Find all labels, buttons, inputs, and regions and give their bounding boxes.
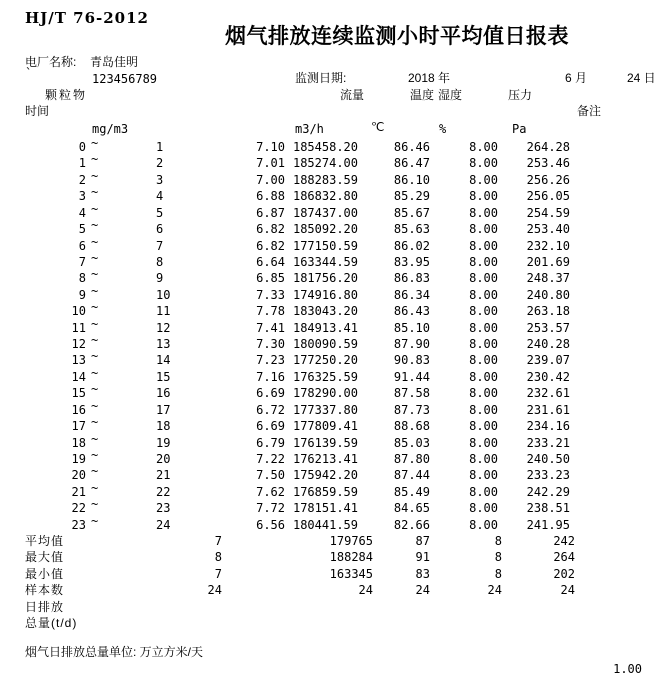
flow-cell: 184913.41 [292, 320, 358, 335]
tilde-mark: ~ [91, 415, 99, 430]
hour-start-cell: 23 [71, 517, 86, 532]
temperature-cell: 86.83 [393, 271, 430, 286]
pressure-cell: 239.07 [526, 353, 570, 368]
summary-flow-cell: 24 [358, 583, 373, 598]
summary-label: 总量(t/d) [25, 616, 78, 631]
tilde-mark: ~ [91, 513, 99, 528]
summary-pressure-cell: 242 [553, 534, 575, 548]
pressure-cell: 253.46 [526, 156, 570, 171]
unit-pressure: Pa [512, 122, 527, 136]
hour-end-cell: 23 [156, 501, 171, 516]
temperature-cell: 86.47 [393, 156, 430, 171]
table-row [0, 333, 668, 353]
particulate-cell: 6.88 [256, 189, 285, 204]
summary-pressure-cell: 202 [553, 566, 575, 581]
temperature-cell: 87.90 [393, 337, 430, 352]
col-temperature-label: 温度 [410, 88, 435, 102]
particulate-cell: 7.01 [256, 156, 285, 171]
hour-end-cell: 21 [156, 468, 171, 483]
hour-end-cell: 6 [156, 222, 164, 237]
tilde-mark: ~ [91, 382, 99, 397]
tilde-mark: ~ [91, 168, 99, 183]
temperature-cell: 86.43 [393, 304, 430, 319]
flow-cell: 174916.80 [292, 287, 358, 302]
humidity-cell: 8.00 [469, 238, 498, 253]
flow-cell: 178151.41 [292, 501, 358, 516]
hour-start-cell: 21 [71, 484, 86, 499]
pressure-cell: 256.26 [526, 172, 570, 187]
particulate-cell: 7.41 [256, 320, 285, 335]
tick-mark: ` [25, 66, 33, 80]
hour-end-cell: 17 [156, 402, 171, 417]
table-row [0, 497, 668, 517]
table-row [0, 480, 668, 501]
flow-cell: 177809.41 [292, 419, 358, 434]
flow-cell: 185274.00 [292, 156, 358, 171]
table-row [0, 250, 668, 271]
flow-cell: 186832.80 [292, 189, 358, 204]
hour-end-cell: 2 [156, 156, 164, 171]
summary-label: 最小值 [25, 566, 65, 581]
table-row [0, 398, 668, 419]
flow-cell: 177337.80 [292, 402, 358, 417]
unit-flow: m3/h [295, 122, 324, 136]
particulate-cell: 6.56 [256, 517, 285, 532]
summary-label: 平均值 [25, 534, 65, 548]
table-row [0, 201, 668, 222]
hour-start-cell: 10 [71, 304, 86, 319]
monitor-date-month: 6 月 [565, 71, 588, 85]
table-row [0, 513, 668, 534]
flow-cell: 177150.59 [292, 238, 358, 253]
hour-start-cell: 15 [71, 386, 86, 401]
hour-end-cell: 9 [156, 271, 164, 286]
col-particulate-label: 颗粒物 [45, 88, 88, 102]
humidity-cell: 8.00 [469, 402, 498, 417]
tilde-mark: ~ [91, 497, 99, 512]
tilde-mark: ~ [91, 431, 99, 446]
summary-humidity-cell: 24 [487, 583, 502, 598]
tilde-mark: ~ [91, 250, 99, 265]
tilde-mark: ~ [91, 316, 99, 331]
summary-row [0, 549, 668, 566]
pressure-cell: 232.61 [526, 386, 570, 401]
hour-end-cell: 10 [156, 287, 171, 302]
humidity-cell: 8.00 [469, 205, 498, 220]
humidity-cell: 8.00 [469, 156, 498, 171]
tilde-mark: ~ [91, 398, 99, 413]
hour-end-cell: 3 [156, 172, 164, 187]
humidity-cell: 8.00 [469, 386, 498, 401]
particulate-cell: 6.69 [256, 419, 285, 434]
tilde-mark: ~ [91, 480, 99, 495]
summary-particulate-cell: 7 [214, 534, 222, 548]
col-pressure-label: 压力 [508, 88, 533, 102]
pressure-cell: 238.51 [526, 501, 570, 516]
tilde-mark: ~ [91, 185, 99, 200]
summary-particulate-cell: 7 [214, 566, 222, 581]
temperature-cell: 86.34 [393, 287, 430, 302]
data-rows [0, 136, 668, 534]
table-row [0, 185, 668, 205]
flow-cell: 175942.20 [292, 468, 358, 483]
summary-flow-cell: 179765 [329, 534, 373, 548]
temperature-cell: 87.44 [393, 468, 430, 483]
hour-end-cell: 7 [156, 238, 164, 253]
table-row [0, 168, 668, 189]
page-number: 1.00 [613, 662, 642, 676]
humidity-cell: 8.00 [469, 484, 498, 499]
humidity-cell: 8.00 [469, 172, 498, 187]
hour-start-cell: 17 [71, 419, 86, 434]
hour-start-cell: 19 [71, 451, 86, 466]
summary-row [0, 582, 668, 599]
humidity-cell: 8.00 [469, 501, 498, 516]
particulate-cell: 6.72 [256, 402, 285, 417]
table-row [0, 267, 668, 287]
summary-humidity-cell: 8 [494, 550, 502, 565]
humidity-cell: 8.00 [469, 320, 498, 335]
tilde-mark: ~ [91, 333, 99, 348]
temperature-cell: 85.29 [393, 189, 430, 204]
table-row [0, 316, 668, 337]
hour-start-cell: 11 [71, 320, 86, 335]
col-humidity-label: 湿度 [438, 88, 463, 102]
hour-end-cell: 15 [156, 369, 171, 384]
pressure-cell: 263.18 [526, 304, 570, 319]
temperature-cell: 87.80 [393, 451, 430, 466]
hour-start-cell: 4 [78, 205, 86, 220]
tilde-mark: ~ [91, 447, 99, 462]
pressure-cell: 253.57 [526, 320, 570, 335]
particulate-cell: 6.79 [256, 435, 285, 450]
summary-row [0, 599, 668, 616]
particulate-cell: 6.82 [256, 238, 285, 253]
summary-pressure-cell: 264 [553, 550, 575, 565]
hour-end-cell: 16 [156, 386, 171, 401]
flow-cell: 181756.20 [292, 271, 358, 286]
temperature-cell: 86.46 [393, 140, 430, 154]
flow-cell: 178290.00 [292, 386, 358, 401]
pressure-cell: 201.69 [526, 254, 570, 269]
hour-start-cell: 14 [71, 369, 86, 384]
particulate-cell: 7.16 [256, 369, 285, 384]
tilde-mark: ~ [91, 349, 99, 364]
temperature-cell: 85.03 [393, 435, 430, 450]
pressure-cell: 256.05 [526, 189, 570, 204]
tilde-mark: ~ [91, 201, 99, 216]
summary-temperature-cell: 91 [415, 550, 430, 565]
particulate-cell: 7.78 [256, 304, 285, 319]
pressure-cell: 232.10 [526, 238, 570, 253]
col-remark-label: 备注 [577, 104, 602, 118]
humidity-cell: 8.00 [469, 222, 498, 237]
table-row [0, 464, 668, 484]
plant-name-label: 电厂名称: [25, 55, 77, 69]
pressure-cell: 240.50 [526, 451, 570, 466]
pressure-cell: 240.80 [526, 287, 570, 302]
table-row [0, 415, 668, 435]
summary-flow-cell: 188284 [329, 550, 373, 565]
temperature-cell: 90.83 [393, 353, 430, 368]
summary-label: 最大值 [25, 550, 65, 565]
hour-end-cell: 18 [156, 419, 171, 434]
summary-temperature-cell: 24 [415, 583, 430, 598]
hour-start-cell: 12 [71, 337, 86, 352]
humidity-cell: 8.00 [469, 304, 498, 319]
hour-end-cell: 12 [156, 320, 171, 335]
humidity-cell: 8.00 [469, 419, 498, 434]
unit-humidity: % [439, 122, 447, 136]
temperature-cell: 85.49 [393, 484, 430, 499]
hour-start-cell: 13 [71, 353, 86, 368]
humidity-cell: 8.00 [469, 369, 498, 384]
hour-start-cell: 2 [78, 172, 86, 187]
pressure-cell: 234.16 [526, 419, 570, 434]
pressure-cell: 242.29 [526, 484, 570, 499]
hour-start-cell: 7 [78, 254, 86, 269]
particulate-cell: 7.00 [256, 172, 285, 187]
flow-cell: 180090.59 [292, 337, 358, 352]
summary-particulate-cell: 8 [214, 550, 222, 565]
particulate-cell: 7.62 [256, 484, 285, 499]
hour-start-cell: 20 [71, 468, 86, 483]
flow-cell: 185092.20 [292, 222, 358, 237]
flow-cell: 176213.41 [292, 451, 358, 466]
humidity-cell: 8.00 [469, 468, 498, 483]
humidity-cell: 8.00 [469, 435, 498, 450]
particulate-cell: 6.69 [256, 386, 285, 401]
hour-end-cell: 4 [156, 189, 164, 204]
flow-cell: 176139.59 [292, 435, 358, 450]
doc-code: HJ/T 76-2012 [25, 9, 149, 27]
footer-note: 烟气日排放总量单位: 万立方米/天 [25, 645, 204, 659]
tilde-mark: ~ [91, 365, 99, 380]
pressure-cell: 233.21 [526, 435, 570, 450]
flow-cell: 187437.00 [292, 205, 358, 220]
hour-start-cell: 22 [71, 501, 86, 516]
tilde-mark: ~ [91, 283, 99, 298]
table-row [0, 382, 668, 402]
particulate-cell: 7.22 [256, 451, 285, 466]
hour-start-cell: 9 [78, 287, 86, 302]
temperature-cell: 82.66 [393, 517, 430, 532]
pressure-cell: 231.61 [526, 402, 570, 417]
tilde-mark: ~ [91, 300, 99, 315]
flow-cell: 180441.59 [292, 517, 358, 532]
temperature-cell: 86.02 [393, 238, 430, 253]
humidity-cell: 8.00 [469, 337, 498, 352]
summary-particulate-cell: 24 [207, 583, 222, 598]
humidity-cell: 8.00 [469, 517, 498, 532]
table-row [0, 431, 668, 452]
table-row [0, 283, 668, 304]
hour-end-cell: 5 [156, 205, 164, 220]
particulate-cell: 7.30 [256, 337, 285, 352]
humidity-cell: 8.00 [469, 189, 498, 204]
flow-cell: 188283.59 [292, 172, 358, 187]
monitor-date-day: 24 日 [627, 71, 656, 85]
summary-rows [0, 533, 668, 633]
plant-code: 123456789 [92, 72, 158, 86]
hour-start-cell: 1 [78, 156, 86, 171]
col-flow-label: 流量 [340, 88, 365, 102]
humidity-cell: 8.00 [469, 140, 498, 154]
summary-row [0, 566, 668, 583]
tilde-mark: ~ [91, 218, 99, 233]
pressure-cell: 254.59 [526, 205, 570, 220]
table-row [0, 234, 668, 255]
temperature-cell: 88.68 [393, 419, 430, 434]
particulate-cell: 7.23 [256, 353, 285, 368]
plant-name-value: 青岛佳明 [90, 55, 139, 69]
humidity-cell: 8.00 [469, 451, 498, 466]
hour-start-cell: 5 [78, 222, 86, 237]
summary-humidity-cell: 8 [494, 566, 502, 581]
temperature-cell: 87.58 [393, 386, 430, 401]
summary-pressure-cell: 24 [560, 583, 575, 598]
unit-particulate: mg/m3 [92, 122, 129, 136]
table-row [0, 365, 668, 386]
pressure-cell: 241.95 [526, 517, 570, 532]
temperature-cell: 85.63 [393, 222, 430, 237]
hour-start-cell: 6 [78, 238, 86, 253]
summary-temperature-cell: 87 [415, 534, 430, 548]
temperature-cell: 83.95 [393, 254, 430, 269]
flow-cell: 176859.59 [292, 484, 358, 499]
tilde-mark: ~ [91, 152, 99, 167]
particulate-cell: 6.87 [256, 205, 285, 220]
pressure-cell: 264.28 [526, 140, 570, 154]
hour-start-cell: 8 [78, 271, 86, 286]
col-time-label: 时间 [25, 104, 50, 118]
table-row [0, 136, 668, 156]
tilde-mark: ~ [91, 234, 99, 249]
table-row [0, 218, 668, 238]
pressure-cell: 248.37 [526, 271, 570, 286]
flow-cell: 177250.20 [292, 353, 358, 368]
hour-start-cell: 0 [78, 140, 86, 154]
table-row [0, 152, 668, 172]
humidity-cell: 8.00 [469, 353, 498, 368]
hour-end-cell: 19 [156, 435, 171, 450]
particulate-cell: 6.64 [256, 254, 285, 269]
hour-end-cell: 8 [156, 254, 164, 269]
summary-temperature-cell: 83 [415, 566, 430, 581]
tilde-mark: ~ [91, 267, 99, 282]
hour-end-cell: 20 [156, 451, 171, 466]
summary-row [0, 533, 668, 550]
pressure-cell: 230.42 [526, 369, 570, 384]
humidity-cell: 8.00 [469, 287, 498, 302]
flow-cell: 176325.59 [292, 369, 358, 384]
summary-row [0, 615, 668, 632]
flow-cell: 183043.20 [292, 304, 358, 319]
monitor-date-label: 监测日期: [295, 71, 347, 85]
hour-end-cell: 13 [156, 337, 171, 352]
temperature-cell: 91.44 [393, 369, 430, 384]
pressure-cell: 240.28 [526, 337, 570, 352]
hour-start-cell: 16 [71, 402, 86, 417]
table-row [0, 300, 668, 320]
particulate-cell: 7.50 [256, 468, 285, 483]
table-row [0, 349, 668, 369]
tilde-mark: ~ [91, 464, 99, 479]
flow-cell: 163344.59 [292, 254, 358, 269]
flow-cell: 185458.20 [292, 140, 358, 154]
particulate-cell: 7.33 [256, 287, 285, 302]
temperature-cell: 86.10 [393, 172, 430, 187]
hour-start-cell: 3 [78, 189, 86, 204]
pressure-cell: 253.40 [526, 222, 570, 237]
report-title: 烟气排放连续监测小时平均值日报表 [225, 25, 569, 48]
temperature-cell: 87.73 [393, 402, 430, 417]
hour-end-cell: 22 [156, 484, 171, 499]
temperature-cell: 85.67 [393, 205, 430, 220]
particulate-cell: 7.10 [256, 140, 285, 154]
monitor-date-year: 2018 年 [408, 71, 451, 85]
particulate-cell: 6.82 [256, 222, 285, 237]
hour-end-cell: 24 [156, 517, 171, 532]
pressure-cell: 233.23 [526, 468, 570, 483]
humidity-cell: 8.00 [469, 271, 498, 286]
summary-humidity-cell: 8 [494, 534, 502, 548]
humidity-cell: 8.00 [469, 254, 498, 269]
table-row [0, 447, 668, 468]
particulate-cell: 7.72 [256, 501, 285, 516]
hour-end-cell: 1 [156, 140, 164, 154]
temperature-cell: 84.65 [393, 501, 430, 516]
summary-label: 日排放 [25, 599, 65, 614]
unit-temperature: ℃ [371, 120, 385, 134]
hour-end-cell: 11 [156, 304, 171, 319]
summary-flow-cell: 163345 [329, 566, 373, 581]
temperature-cell: 85.10 [393, 320, 430, 335]
tilde-mark: ~ [91, 136, 99, 150]
particulate-cell: 6.85 [256, 271, 285, 286]
hour-start-cell: 18 [71, 435, 86, 450]
summary-label: 样本数 [25, 583, 65, 598]
hour-end-cell: 14 [156, 353, 171, 368]
